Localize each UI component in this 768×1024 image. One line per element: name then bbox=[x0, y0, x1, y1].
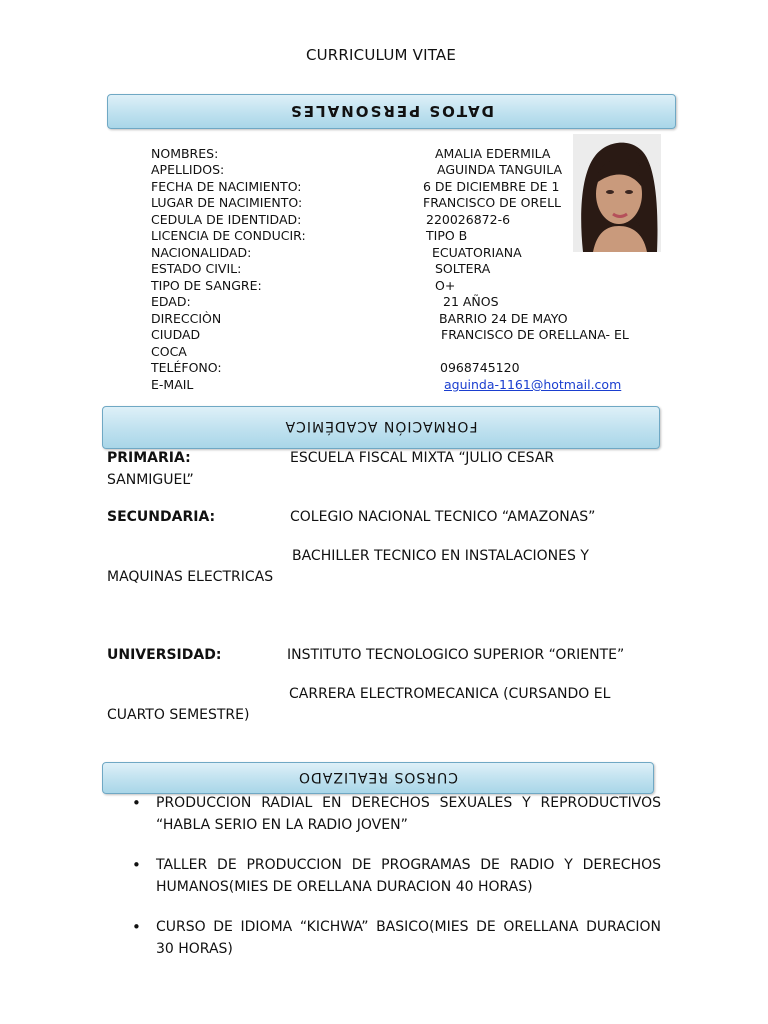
section-header-courses bbox=[102, 762, 654, 794]
section-header-personal bbox=[107, 94, 676, 129]
profile-photo bbox=[573, 134, 661, 252]
label-estado-civil: ESTADO CIVIL: bbox=[151, 261, 242, 276]
secondary-degree-line2: MAQUINAS ELECTRICAS bbox=[107, 569, 274, 585]
label-ciudad: CIUDAD bbox=[151, 327, 201, 342]
section-title-courses: CURSOS REALIZADO bbox=[297, 769, 459, 785]
courses-list bbox=[130, 792, 661, 978]
list-item: • CURSO DE IDIOMA “KICHWA” BASICO(MIES DE ORELLANA DURACION 30 HORAS) bbox=[130, 916, 661, 960]
university-label: UNIVERSIDAD: bbox=[107, 647, 222, 663]
portrait-image bbox=[573, 134, 661, 252]
value-nombres: AMALIA EDERMILA bbox=[435, 146, 551, 161]
label-telefono: TELÉFONO: bbox=[151, 360, 222, 375]
section-header-education bbox=[102, 406, 660, 449]
label-direccion: DIRECCIÒN bbox=[151, 311, 222, 326]
value-edad: 21 AÑOS bbox=[443, 294, 499, 309]
value-cedula: 220026872-6 bbox=[426, 212, 511, 227]
secondary-degree-line1: BACHILLER TECNICO EN INSTALACIONES Y bbox=[292, 548, 589, 564]
value-nacionalidad: ECUATORIANA bbox=[432, 245, 522, 260]
list-item: • TALLER DE PRODUCCION DE PROGRAMAS DE RADIO Y DERECHOS HUMANOS(MIES DE ORELLANA DURACION 40 HORAS) bbox=[130, 854, 661, 898]
page-title: CURRICULUM VITAE bbox=[305, 46, 457, 64]
primary-school-line2: SANMIGUEL” bbox=[107, 472, 194, 488]
university-school: INSTITUTO TECNOLOGICO SUPERIOR “ORIENTE” bbox=[287, 647, 625, 663]
label-licencia: LICENCIA DE CONDUCIR: bbox=[151, 228, 306, 243]
label-nombres: NOMBRES: bbox=[151, 146, 219, 161]
email-link[interactable]: aguinda-1161@hotmail.com bbox=[444, 377, 622, 392]
value-estado-civil: SOLTERA bbox=[435, 261, 491, 276]
value-tipo-sangre: O+ bbox=[435, 278, 456, 293]
primary-label: PRIMARIA: bbox=[107, 450, 191, 466]
value-direccion: BARRIO 24 DE MAYO bbox=[439, 311, 568, 326]
value-fecha-nacimiento: 6 DE DICIEMBRE DE 1 bbox=[423, 179, 560, 194]
primary-school-line1: ESCUELA FISCAL MIXTA “JULIO CESAR bbox=[290, 450, 555, 466]
label-lugar-nacimiento: LUGAR DE NACIMIENTO: bbox=[151, 195, 303, 210]
label-fecha-nacimiento: FECHA DE NACIMIENTO: bbox=[151, 179, 302, 194]
label-coca: COCA bbox=[151, 344, 187, 359]
label-tipo-sangre: TIPO DE SANGRE: bbox=[151, 278, 262, 293]
label-email: E-MAIL bbox=[151, 377, 194, 392]
label-nacionalidad: NACIONALIDAD: bbox=[151, 245, 252, 260]
value-licencia: TIPO B bbox=[426, 228, 468, 243]
value-apellidos: AGUINDA TANGUILA bbox=[437, 162, 563, 177]
list-item: • PRODUCCION RADIAL EN DERECHOS SEXUALES Y REPRODUCTIVOS “HABLA SERIO EN LA RADIO JOVEN” bbox=[130, 792, 661, 836]
section-title-education: FORMACIÓN ACADÉMICA bbox=[284, 418, 478, 434]
value-ciudad: FRANCISCO DE ORELLANA- EL bbox=[441, 327, 629, 342]
label-edad: EDAD: bbox=[151, 294, 191, 309]
secondary-school: COLEGIO NACIONAL TECNICO “AMAZONAS” bbox=[290, 509, 596, 525]
secondary-label: SECUNDARIA: bbox=[107, 509, 216, 525]
university-career-line1: CARRERA ELECTROMECANICA (CURSANDO EL bbox=[289, 686, 611, 702]
university-career-line2: CUARTO SEMESTRE) bbox=[107, 707, 250, 723]
label-apellidos: APELLIDOS: bbox=[151, 162, 225, 177]
value-telefono: 0968745120 bbox=[440, 360, 520, 375]
label-cedula: CEDULA DE IDENTIDAD: bbox=[151, 212, 302, 227]
value-lugar-nacimiento: FRANCISCO DE ORELL bbox=[423, 195, 562, 210]
section-title-personal: DATOS PERSONALES bbox=[288, 102, 495, 120]
